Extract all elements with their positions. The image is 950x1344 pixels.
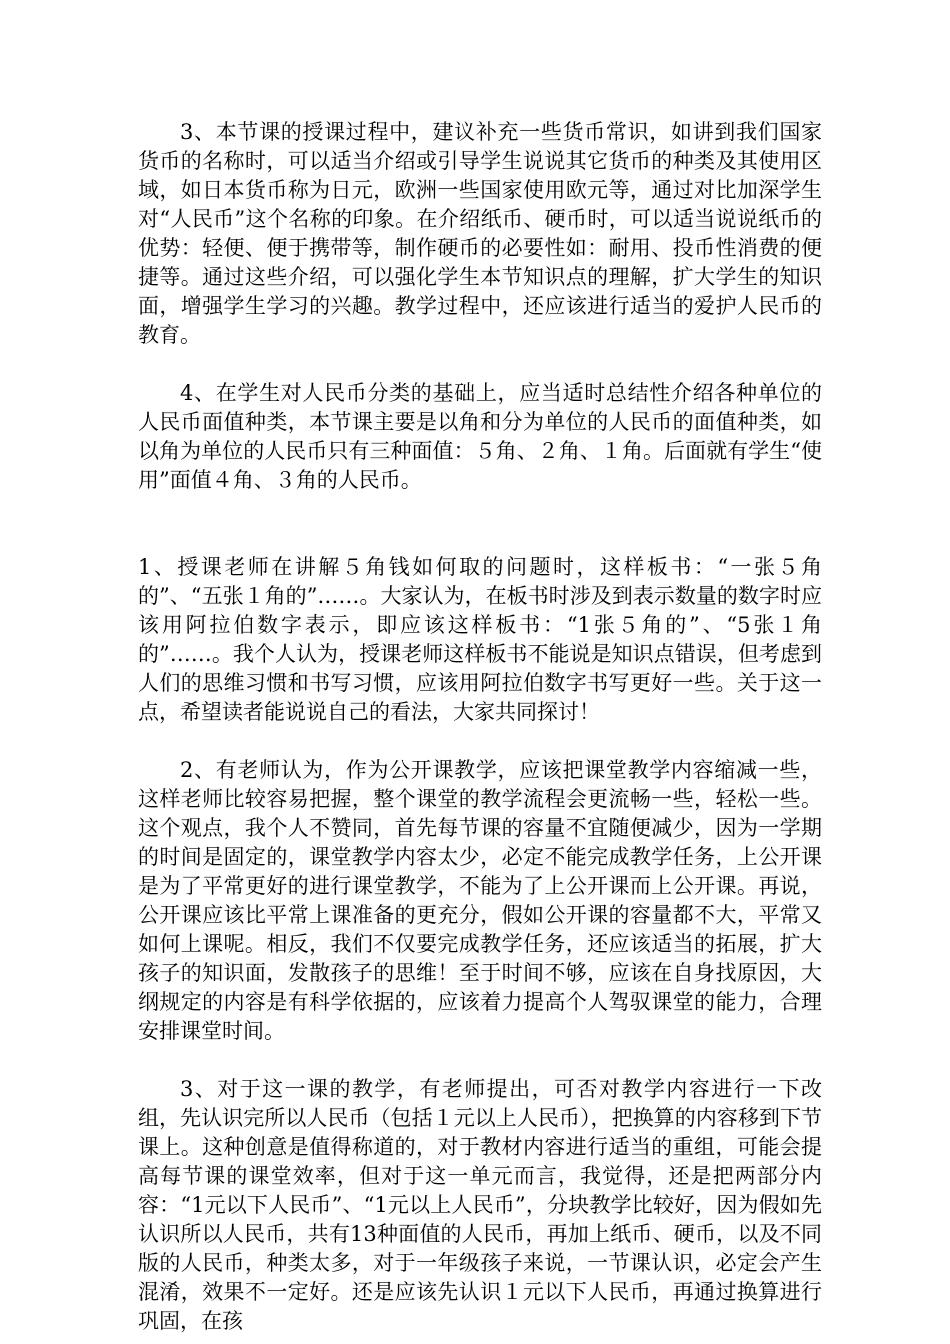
paragraph-suggestion-denominations: 4、在学生对人民币分类的基础上，应当适时总结性介绍各种单位的人民币面值种类，本节课主要是以角和分为单位的人民币的面值种类，如以角为单位的人民币只有三种面值：５角、２角、１角。后面就有学生“使用”面值４角、３角的人民币。 <box>138 381 822 492</box>
paragraph-discussion-board-writing: 1、授课老师在讲解５角钱如何取的问题时，这样板书：“一张５角的”、“五张１角的”……。大家认为，在板书时涉及到表示数量的数字时应该用阿拉伯数字表示，即应该这样板书：“1张５角的”、“5张１角的”……。我个人认为，授课老师这样板书不能说是知识点错误，但考虑到人们的思维习惯和书写习惯，应该用阿拉伯数字书写更好一些。关于这一点，希望读者能说说自己的看法，大家共同探讨！ <box>138 555 822 724</box>
paragraph-suggestion-currency-knowledge: 3、本节课的授课过程中，建议补充一些货币常识，如讲到我们国家货币的名称时，可以适当介绍或引导学生说说其它货币的种类及其使用区域，如日本货币称为日元，欧洲一些国家使用欧元等，通过对比加深学生对“人民币”这个名称的印象。在介绍纸币、硬币时，可以适当说说纸币的优势：轻便、便于携带等，制作硬币的必要性如：耐用、投币性消费的便捷等。通过这些介绍，可以强化学生本节知识点的理解，扩大学生的知识面，增强学生学习的兴趣。教学过程中，还应该进行适当的爱护人民币的教育。 <box>138 120 822 347</box>
paragraph-discussion-lesson-content: 2、有老师认为，作为公开课教学，应该把课堂教学内容缩减一些，这样老师比较容易把握，整个课堂的教学流程会更流畅一些，轻松一些。这个观点，我个人不赞同，首先每节课的容量不宜随便减少，因为一学期的时间是固定的，课堂教学内容太少，必定不能完成教学任务，上公开课是为了平常更好的进行课堂教学，不能为了上公开课而上公开课。再说，公开课应该比平常上课准备的更充分，假如公开课的容量都不大，平常又如何上课呢。相反，我们不仅要完成教学任务，还应该适当的拓展，扩大孩子的知识面，发散孩子的思维！至于时间不够，应该在自身找原因，大纲规定的内容是有科学依据的，应该着力提高个人驾驭课堂的能力，合理安排课堂时间。 <box>138 758 822 1043</box>
paragraph-discussion-reorganize-content: 3、对于这一课的教学，有老师提出，可否对教学内容进行一下改组，先认识完所以人民币（包括１元以上人民币），把换算的内容移到下节课上。这种创意是值得称道的，对于教材内容进行适当的重组，可能会提高每节课的课堂效率，但对于这一单元而言，我觉得，还是把两部分内容：“1元以下人民币”、“1元以上人民币”，分块教学比较好，因为假如先认识所以人民币，共有13种面值的人民币，再加上纸币、硬币，以及不同版的人民币，种类太多，对于一年级孩子来说，一节课认识，必定会产生混淆，效果不一定好。还是应该先认识１元以下人民币，再通过换算进行巩固，在孩 <box>138 1077 822 1333</box>
document-body <box>138 118 822 1336</box>
